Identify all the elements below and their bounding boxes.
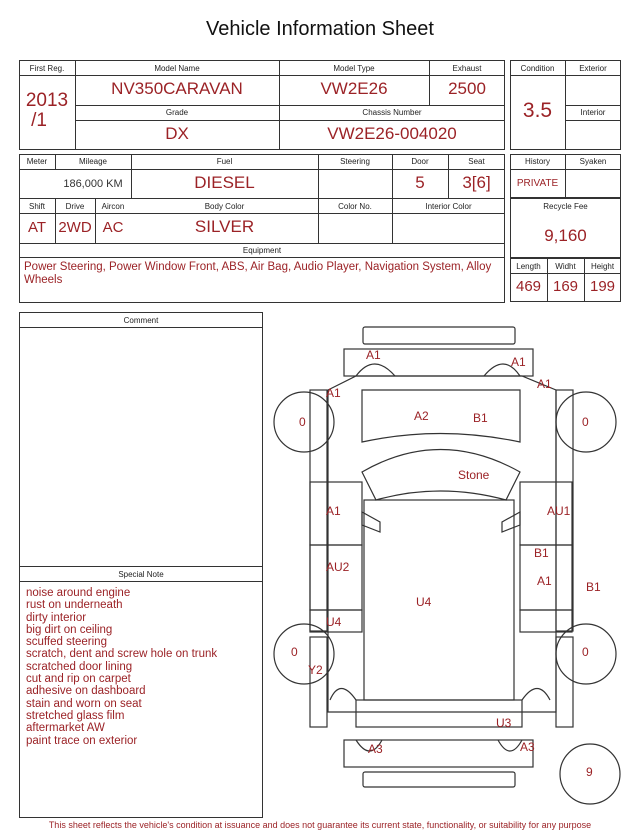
diagram-mark: U4	[416, 595, 432, 609]
page-title: Vehicle Information Sheet	[206, 18, 434, 40]
special-note-item: big dirt on ceiling	[26, 623, 113, 636]
length-value: 469	[515, 278, 542, 295]
special-note-item: noise around engine	[26, 587, 131, 599]
meter-label: Meter	[26, 157, 48, 166]
special-note-item: scratch, dent and screw hole on trunk	[26, 648, 218, 661]
diagram-mark: A1	[511, 355, 526, 369]
seat-label: Seat	[468, 157, 485, 166]
aircon-label: Aircon	[101, 202, 125, 211]
width-value: 169	[552, 278, 579, 295]
exhaust-label: Exhaust	[452, 64, 482, 73]
exterior-label: Exterior	[579, 64, 607, 73]
diagram-mark: A1	[326, 386, 341, 400]
diagram-mark: A1	[326, 504, 341, 518]
height-label: Height	[590, 262, 615, 271]
color-no-label: Color No.	[338, 202, 372, 211]
diagram-mark: U3	[496, 716, 512, 730]
special-note-label: Special Note	[118, 570, 164, 579]
first-reg-label: First Reg.	[29, 64, 65, 73]
history-label: History	[525, 157, 550, 166]
drive-label: Drive	[65, 202, 85, 211]
condition-value: 3.5	[522, 99, 553, 122]
special-note-item: scratched door lining	[26, 660, 133, 673]
equipment-label: Equipment	[242, 246, 282, 255]
comment-label: Comment	[123, 316, 159, 325]
special-note-list	[26, 587, 261, 747]
special-note-item: dirty interior	[26, 611, 87, 624]
special-note-item: adhesive on dashboard	[26, 685, 146, 698]
aircon-value: AC	[102, 219, 124, 236]
special-note-item: scuffed steering	[26, 636, 107, 649]
special-note-item: aftermarket AW	[26, 722, 105, 735]
special-note-item: paint trace on exterior	[26, 734, 138, 747]
diagram-mark: B1	[473, 411, 488, 425]
diagram-mark: U4	[326, 615, 342, 629]
chassis-number-value: VW2E26-004020	[327, 124, 457, 143]
body-color-label: Body Color	[204, 202, 245, 211]
recycle-fee-value: 9,160	[544, 226, 587, 245]
height-value: 199	[589, 278, 616, 295]
seat-value: 3[6]	[462, 173, 491, 192]
grade-value: DX	[165, 124, 189, 143]
special-note-item: cut and rip on carpet	[26, 673, 131, 686]
shift-label: Shift	[28, 202, 45, 211]
diagram-mark: A1	[366, 348, 381, 362]
vehicle-damage-diagram	[270, 322, 630, 818]
diagram-mark: 0	[582, 415, 589, 429]
interior-color-label: Interior Color	[425, 202, 472, 211]
mileage-label: Mileage	[78, 157, 107, 166]
diagram-mark: 0	[299, 415, 306, 429]
special-note-item: stain and worn on seat	[26, 697, 142, 710]
exhaust-value: 2500	[448, 79, 486, 98]
equipment-value: Power Steering, Power Window Front, ABS, Air Bag, Audio Player, Navigation System, Alloy Wheels	[24, 261, 492, 286]
history-value: PRIVATE	[516, 178, 559, 189]
interior-label: Interior	[580, 108, 606, 117]
body-color-value: SILVER	[194, 217, 255, 236]
model-name-label: Model Name	[154, 64, 200, 73]
syaken-label: Syaken	[579, 157, 607, 166]
fuel-value: DIESEL	[194, 173, 255, 192]
diagram-mark: 0	[582, 645, 589, 659]
diagram-mark: A3	[368, 742, 383, 756]
model-type-value: VW2E26	[320, 79, 388, 98]
drive-value: 2WD	[58, 219, 92, 236]
first-reg-month: /1	[31, 110, 47, 131]
diagram-mark: 0	[291, 645, 298, 659]
diagram-mark: A2	[414, 409, 429, 423]
diagram-mark: A1	[537, 574, 552, 588]
special-note-item: stretched glass film	[26, 709, 125, 722]
model-name-value: NV350CARAVAN	[111, 79, 243, 98]
recycle-fee-label: Recycle Fee	[543, 202, 588, 211]
special-note-item: rust on underneath	[26, 599, 123, 612]
diagram-mark: A1	[537, 377, 552, 391]
mileage-value: 186,000 KM	[63, 178, 123, 190]
diagram-mark: A3	[520, 740, 535, 754]
diagram-mark: Y2	[308, 663, 323, 677]
model-type-label: Model Type	[333, 64, 375, 73]
disclaimer-footer: This sheet reflects the vehicle's condition at issuance and does not guarantee its current state, functionality, or suitability for any purpose	[48, 820, 592, 830]
grade-label: Grade	[165, 108, 189, 117]
first-reg-year: 2013	[25, 90, 69, 111]
diagram-mark: AU2	[326, 560, 350, 574]
width-label: Widht	[555, 262, 576, 271]
condition-label: Condition	[520, 64, 555, 73]
steering-label: Steering	[340, 157, 370, 166]
diagram-mark: B1	[586, 580, 601, 594]
shift-value: AT	[27, 219, 47, 236]
diagram-mark: Stone	[458, 468, 490, 482]
diagram-mark: AU1	[547, 504, 571, 518]
door-label: Door	[411, 157, 429, 166]
door-value: 5	[415, 173, 425, 192]
length-label: Length	[516, 262, 541, 271]
diagram-mark: B1	[534, 546, 549, 560]
fuel-label: Fuel	[216, 157, 233, 166]
chassis-number-label: Chassis Number	[362, 108, 422, 117]
diagram-mark: 9	[586, 765, 593, 779]
